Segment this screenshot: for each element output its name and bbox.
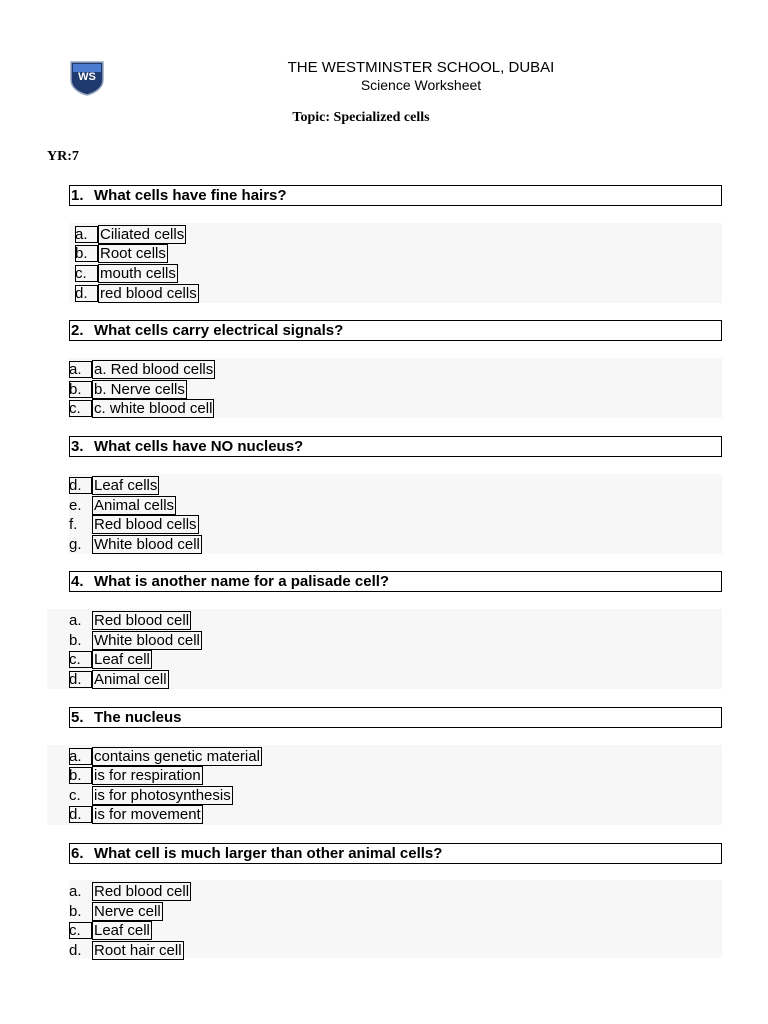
year-label: YR:7	[47, 149, 79, 164]
option-5c[interactable]: c. is for photosynthesis	[69, 787, 231, 804]
question-3	[69, 436, 722, 457]
option-2c[interactable]: c. c. white blood cell	[69, 400, 213, 417]
option-1a[interactable]: a. Ciliated cells	[75, 226, 185, 243]
option-4a[interactable]: a. Red blood cell	[69, 612, 190, 629]
question-text: What cells have NO nucleus?	[94, 438, 304, 455]
question-number: 6.	[71, 845, 84, 862]
question-text: What is another name for a palisade cell?	[94, 573, 390, 590]
option-5b[interactable]: b. is for respiration	[69, 767, 201, 784]
question-number: 5.	[71, 709, 84, 726]
question-5	[69, 707, 722, 728]
question-text: What cell is much larger than other animal cells?	[94, 845, 443, 862]
question-text: What cells carry electrical signals?	[94, 322, 344, 339]
option-2b[interactable]: b. b. Nerve cells	[69, 381, 185, 398]
option-4d[interactable]: d. Animal cell	[69, 671, 167, 688]
option-5d[interactable]: d. is for movement	[69, 806, 201, 823]
option-5a[interactable]: a. contains genetic material	[69, 748, 260, 765]
option-1d[interactable]: d. red blood cells	[75, 285, 197, 302]
option-2a[interactable]: a. a. Red blood cells	[69, 361, 214, 378]
topic-heading: Topic: Specialized cells	[292, 110, 430, 125]
school-name: THE WESTMINSTER SCHOOL, DUBAI	[287, 59, 555, 76]
question-text: What cells have fine hairs?	[94, 187, 287, 204]
question-number: 4.	[71, 573, 84, 590]
question-6	[69, 843, 722, 864]
option-4b[interactable]: b. White blood cell	[69, 632, 200, 649]
option-6a[interactable]: a. Red blood cell	[69, 883, 190, 900]
question-4	[69, 571, 722, 592]
option-3e[interactable]: e. Animal cells	[69, 497, 175, 514]
option-6c[interactable]: c. Leaf cell	[69, 922, 150, 939]
option-4c[interactable]: c. Leaf cell	[69, 651, 150, 668]
option-3f[interactable]: f. Red blood cells	[69, 516, 197, 533]
option-3g[interactable]: g. White blood cell	[69, 536, 200, 553]
question-number: 3.	[71, 438, 84, 455]
question-number: 1.	[71, 187, 84, 204]
option-6d[interactable]: d. Root hair cell	[69, 942, 182, 959]
option-3d[interactable]: d. Leaf cells	[69, 477, 158, 494]
option-1c[interactable]: c. mouth cells	[75, 265, 176, 282]
option-6b[interactable]: b. Nerve cell	[69, 903, 161, 920]
question-1	[69, 185, 722, 206]
worksheet-subtitle: Science Worksheet	[360, 77, 482, 93]
question-number: 2.	[71, 322, 84, 339]
question-text: The nucleus	[94, 709, 182, 726]
option-1b[interactable]: b. Root cells	[75, 245, 166, 262]
svg-text:WS: WS	[78, 71, 96, 83]
question-2	[69, 320, 722, 341]
